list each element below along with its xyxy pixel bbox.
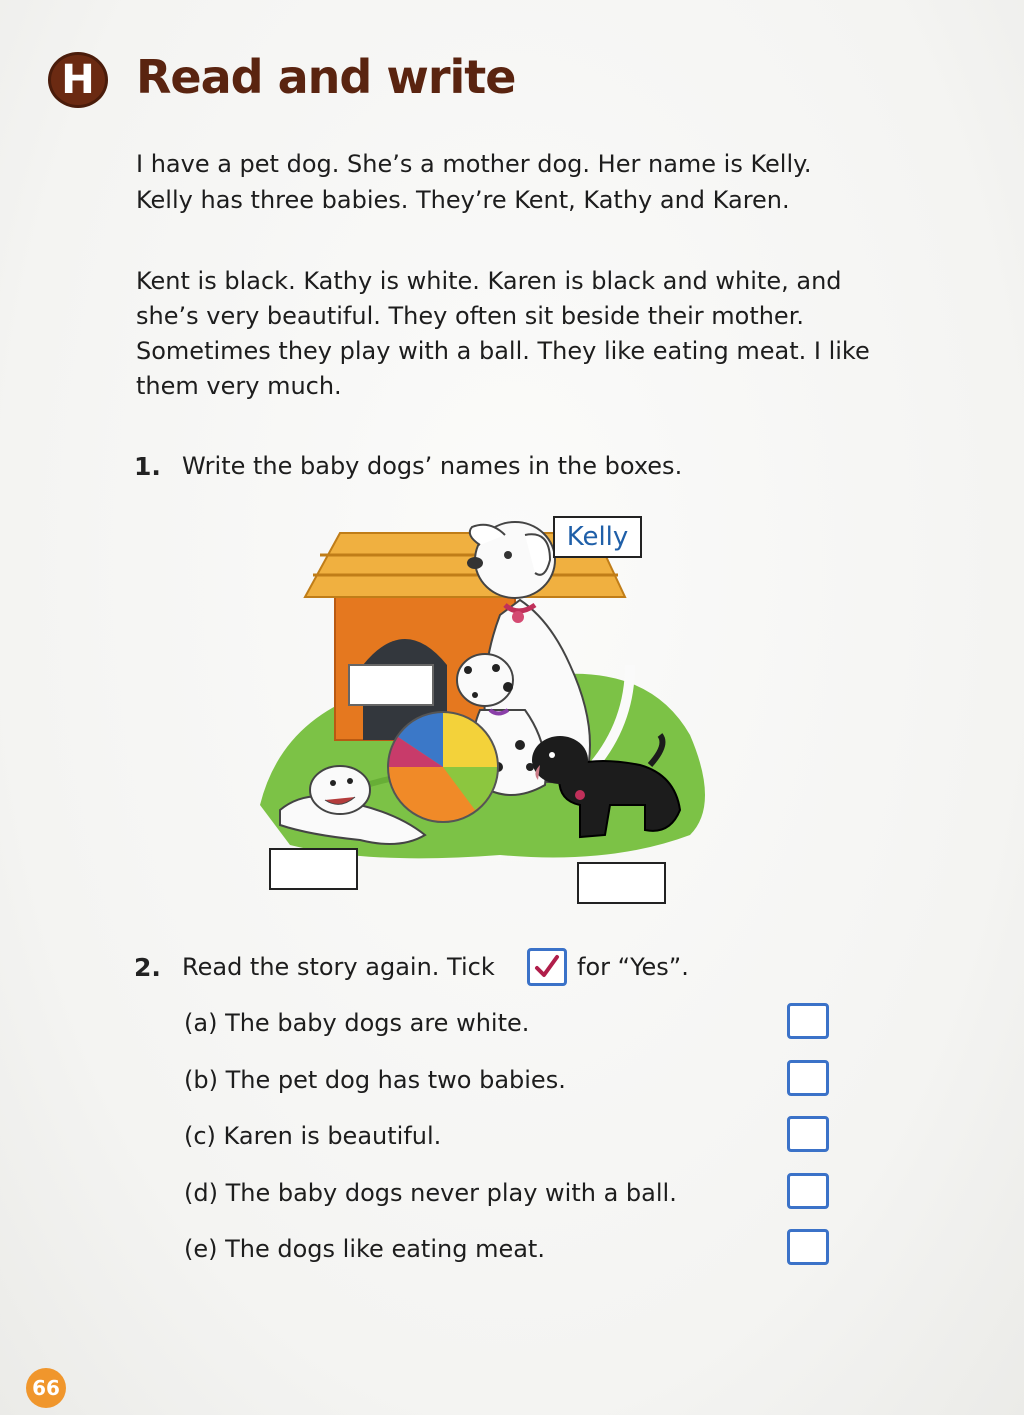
story-line: I have a pet dog. She’s a mother dog. Her name is Kelly. <box>136 150 812 178</box>
statement-e: (e) The dogs like eating meat. <box>184 1235 545 1263</box>
section-title: Read and write <box>136 50 516 104</box>
statement-d: (d) The baby dogs never play with a ball. <box>184 1179 677 1207</box>
story-line: Sometimes they play with a ball. They like eating meat. I like <box>136 337 870 365</box>
ball <box>388 712 498 822</box>
checkbox-e[interactable] <box>787 1229 829 1265</box>
page-number: 66 <box>26 1368 66 1408</box>
question-2-number: 2. <box>134 953 161 982</box>
story-line: Kelly has three babies. They’re Kent, Kathy and Karen. <box>136 186 790 214</box>
name-box-puppy-2[interactable] <box>269 848 358 890</box>
story-paragraph-2 <box>136 264 936 404</box>
statement-c: (c) Karen is beautiful. <box>184 1122 442 1150</box>
statement-a: (a) The baby dogs are white. <box>184 1009 530 1037</box>
question-2-text: Read the story again. Tick <box>182 953 495 981</box>
statement-b: (b) The pet dog has two babies. <box>184 1066 566 1094</box>
section-letter: H <box>61 57 95 103</box>
tick-example-icon <box>527 948 567 986</box>
name-box-puppy-1[interactable] <box>348 664 434 706</box>
story-paragraph-1 <box>136 146 936 218</box>
section-badge <box>48 52 108 108</box>
checkbox-b[interactable] <box>787 1060 829 1096</box>
story-line: she’s very beautiful. They often sit beside their mother. <box>136 302 804 330</box>
story-line: them very much. <box>136 372 342 400</box>
question-1-text: Write the baby dogs’ names in the boxes. <box>182 452 683 480</box>
question-1-number: 1. <box>134 452 161 481</box>
question-2-text-after: for “Yes”. <box>577 953 689 981</box>
story-line: Kent is black. Kathy is white. Karen is black and white, and <box>136 267 842 295</box>
checkbox-a[interactable] <box>787 1003 829 1039</box>
checkbox-c[interactable] <box>787 1116 829 1152</box>
name-box-puppy-3[interactable] <box>577 862 666 904</box>
checkbox-d[interactable] <box>787 1173 829 1209</box>
checkmark-icon <box>530 951 564 983</box>
name-box-kelly: Kelly <box>553 516 642 558</box>
